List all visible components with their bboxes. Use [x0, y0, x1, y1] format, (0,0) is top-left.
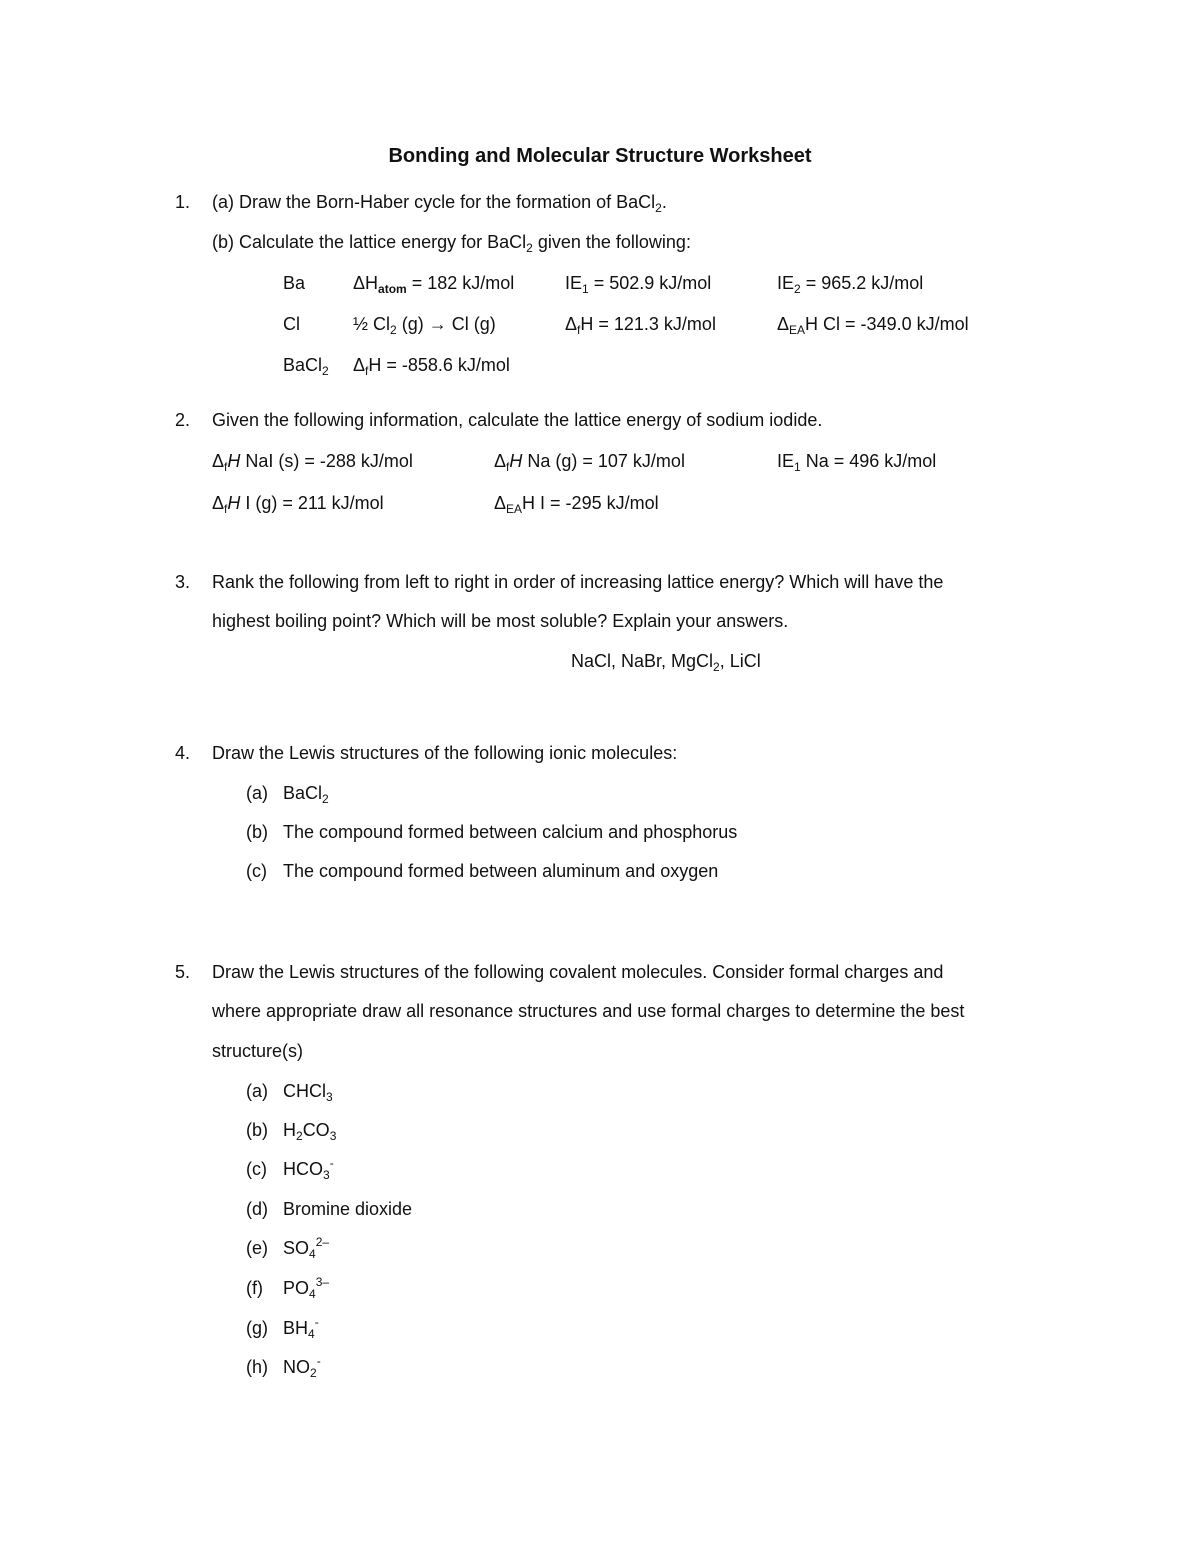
q5-item-e-label: (e): [246, 1238, 268, 1258]
q5-item-c-label: (c): [246, 1159, 267, 1179]
q5-item-a-label: (a): [246, 1081, 268, 1101]
q5-item-a-text: CHCl$_3$: [283, 1081, 333, 1104]
page-title: Bonding and Molecular Structure Worksheet: [388, 145, 812, 167]
q5-item-b-label: (b): [246, 1120, 268, 1140]
q2-na-ie1: $IE_1$ Na = 496 kJ/mol: [777, 451, 937, 474]
q4-item-c-label: (c): [246, 861, 267, 881]
q5-item-g-text: $BH_4^-$: [283, 1315, 319, 1341]
q5-item-d-text: Bromine dioxide: [283, 1199, 413, 1219]
q1-ba-ie2: $IE_2 = 965.2$ kJ/mol: [777, 273, 924, 296]
question-3-number: 3.: [175, 572, 191, 592]
q1-ba-ie1: $IE_1 = 502.9$ kJ/mol: [565, 273, 712, 296]
q4-item-a-text: BaCl$_2$: [283, 783, 329, 806]
q2-na-formation: $\Delta_fH$ Na (g) = 107 kJ/mol: [494, 451, 685, 474]
q1-ba-species: Ba: [283, 273, 306, 293]
question-5-number: 5.: [175, 962, 191, 982]
question-1a-text: (a) Draw the Born-Haber cycle for the formation of BaCl$_2$.: [212, 192, 667, 215]
q5-item-d-label: (d): [246, 1199, 268, 1219]
q5-item-c-text: $HCO_3^-$: [283, 1156, 334, 1182]
q1-cl-species: Cl: [283, 314, 300, 334]
q5-item-g-label: (g): [246, 1318, 268, 1338]
q5-item-b-text: $H_2CO_3$: [283, 1120, 337, 1143]
question-2-text: Given the following information, calculate the lattice energy of sodium iodide.: [212, 410, 823, 430]
q5-item-f-label: (f): [246, 1278, 263, 1298]
question-2-number: 2.: [175, 410, 191, 430]
question-5-line-3: structure(s): [212, 1041, 304, 1061]
question-4-number: 4.: [175, 743, 191, 763]
q4-item-a-label: (a): [246, 783, 268, 803]
q4-item-b-label: (b): [246, 822, 268, 842]
q4-item-b-text: The compound formed between calcium and phosphorus: [283, 822, 738, 842]
question-3-line-1: Rank the following from left to right in order of increasing lattice energy? Which will have the: [212, 572, 944, 592]
q1-bacl2-formation: $\Delta_fH = -858.6$ kJ/mol: [353, 355, 510, 378]
q5-item-h-text: $NO_2^-$: [283, 1354, 321, 1380]
q5-item-h-label: (h): [246, 1357, 268, 1377]
q2-i-formation: $\Delta_fH$ I (g) = 211 kJ/mol: [212, 493, 384, 516]
question-3-line-2: highest boiling point? Which will be most soluble? Explain your answers.: [212, 611, 789, 631]
q1-ba-atomization: $\Delta H_{atom} = 182$ kJ/mol: [353, 273, 515, 296]
question-5-line-2: where appropriate draw all resonance structures and use formal charges to determine the best: [212, 1001, 965, 1021]
q1-cl-electron-affinity: $\Delta_{EA}H$ Cl = -349.0 kJ/mol: [777, 314, 969, 337]
q2-nai-formation: $\Delta_fH$ NaI (s) = -288 kJ/mol: [212, 451, 413, 474]
q5-item-e-text: $SO_4^{2-}$: [283, 1235, 330, 1261]
q1-cl-enthalpy: $\Delta_fH = 121.3$ kJ/mol: [565, 314, 716, 337]
q2-i-electron-affinity: $\Delta_{EA}H$ I = -295 kJ/mol: [494, 493, 659, 516]
question-4-text: Draw the Lewis structures of the following ionic molecules:: [212, 743, 678, 763]
q5-item-f-text: $PO_4^{3-}$: [283, 1275, 330, 1301]
question-3-compounds: NaCl, NaBr, MgCl$_2$, LiCl: [571, 651, 761, 674]
q1-bacl2-species: BaCl$_2$: [283, 355, 329, 378]
question-1-number: 1.: [175, 192, 191, 212]
q4-item-c-text: The compound formed between aluminum and oxygen: [283, 861, 719, 881]
question-1b-text: (b) Calculate the lattice energy for BaCl$_2$ given the following:: [212, 232, 691, 255]
q1-cl-reaction: ½ $Cl_2$ (g) → Cl (g): [353, 314, 496, 337]
question-5-line-1: Draw the Lewis structures of the following covalent molecules. Consider formal charges and: [212, 962, 944, 982]
